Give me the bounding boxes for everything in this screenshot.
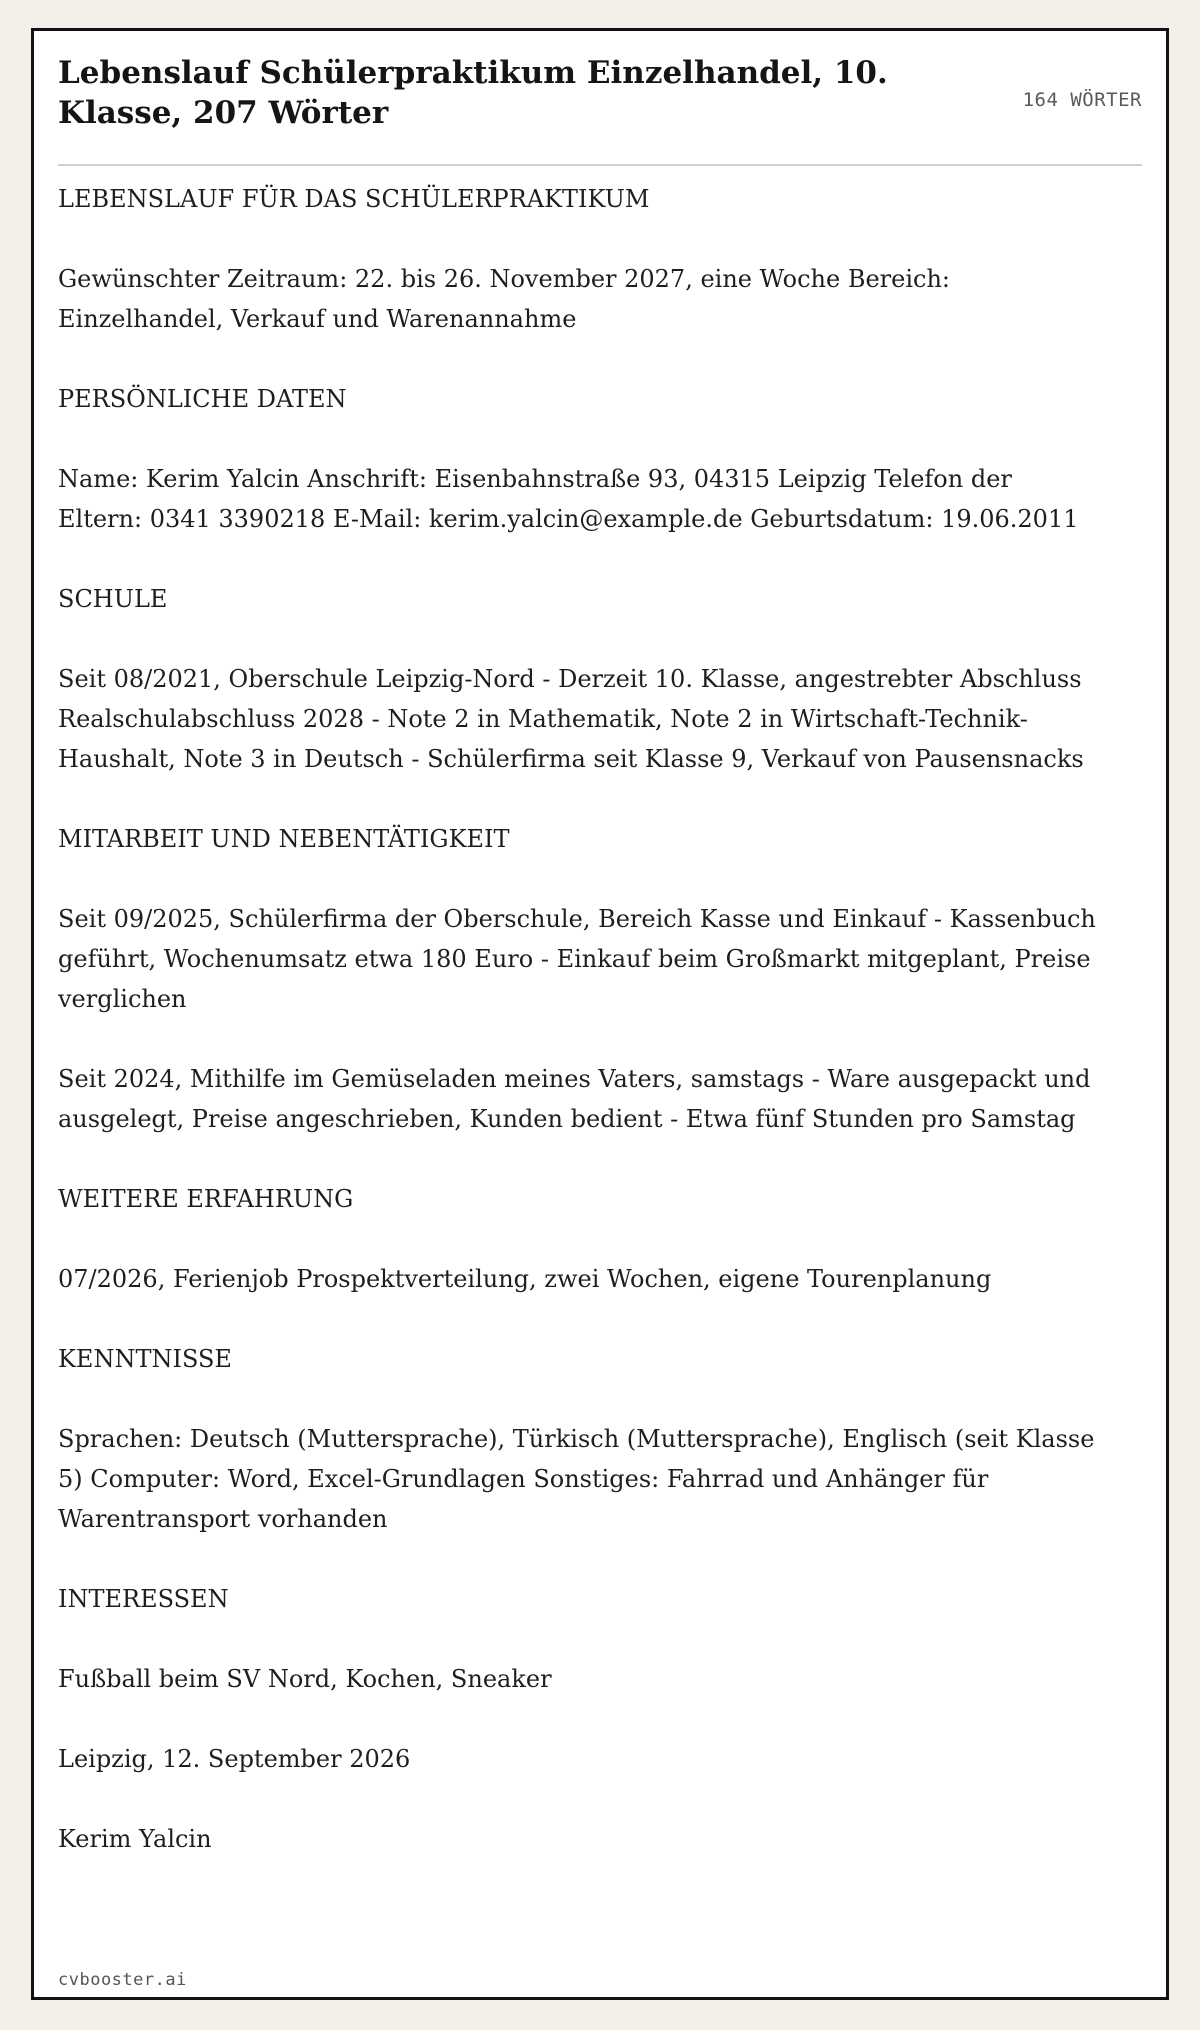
heading-school: SCHULE [58, 585, 168, 613]
footer-brand: cvbooster.ai [58, 1970, 187, 1990]
paragraph-period-area: Gewünschter Zeitraum: 22. bis 26. November 2027, eine Woche Bereich: Einzelhandel, Verkauf und Warenannahme [58, 265, 951, 333]
heading-further-experience: WEITERE ERFAHRUNG [58, 1185, 354, 1213]
paragraph-further-experience: 07/2026, Ferienjob Prospektverteilung, zwei Wochen, eigene Tourenplanung [58, 1265, 992, 1293]
document-title: Lebenslauf Schülerpraktikum Einzelhandel, 10. Klasse, 207 Wörter [58, 55, 888, 131]
paragraph-work-school-company: Seit 09/2025, Schülerfirma der Oberschule, Bereich Kasse und Einkauf - Kassenbuch geführt, Wochenumsatz etwa 180 Euro - Einkauf beim Großmarkt mitgeplant, Preise verglichen [58, 905, 1096, 1013]
paragraph-interests: Fußball beim SV Nord, Kochen, Sneaker [58, 1665, 552, 1693]
place-date: Leipzig, 12. September 2026 [58, 1745, 411, 1773]
paragraph-work-vegetable-shop: Seit 2024, Mithilfe im Gemüseladen meines Vaters, samstags - Ware ausgepackt und ausgelegt, Preise angeschrieben, Kunden bedient - Etwa fünf Stunden pro Samstag [58, 1065, 1091, 1133]
heading-cv-internship: LEBENSLAUF FÜR DAS SCHÜLERPRAKTIKUM [58, 185, 650, 213]
heading-interests: INTERESSEN [58, 1585, 229, 1613]
signature-name: Kerim Yalcin [58, 1825, 212, 1853]
heading-personal-data: PERSÖNLICHE DATEN [58, 385, 347, 413]
heading-skills: KENNTNISSE [58, 1345, 232, 1373]
paragraph-personal-data: Name: Kerim Yalcin Anschrift: Eisenbahnstraße 93, 04315 Leipzig Telefon der Eltern: 0341 3390218 E-Mail: kerim.yalcin@example.de Geburtsdatum: 19.06.2011 [58, 465, 1079, 533]
paragraph-school: Seit 08/2021, Oberschule Leipzig-Nord - Derzeit 10. Klasse, angestrebter Abschluss Realschulabschluss 2028 - Note 2 in Mathematik, Note 2 in Wirtschaft-Technik-Haushalt, Note 3 in Deutsch - Schülerfirma seit Klasse 9, Verkauf von Pausensnacks [58, 665, 1084, 773]
document-page [31, 28, 1169, 2000]
word-count-badge: 164 WÖRTER [1022, 89, 1142, 111]
heading-work: MITARBEIT UND NEBENTÄTIGKEIT [58, 825, 510, 853]
paragraph-skills: Sprachen: Deutsch (Muttersprache), Türkisch (Muttersprache), Englisch (seit Klasse 5) Computer: Word, Excel-Grundlagen Sonstiges: Fahrrad und Anhänger für Warentransport vorhanden [58, 1425, 1095, 1533]
document-body [58, 179, 1098, 1899]
document-header [58, 53, 1142, 166]
